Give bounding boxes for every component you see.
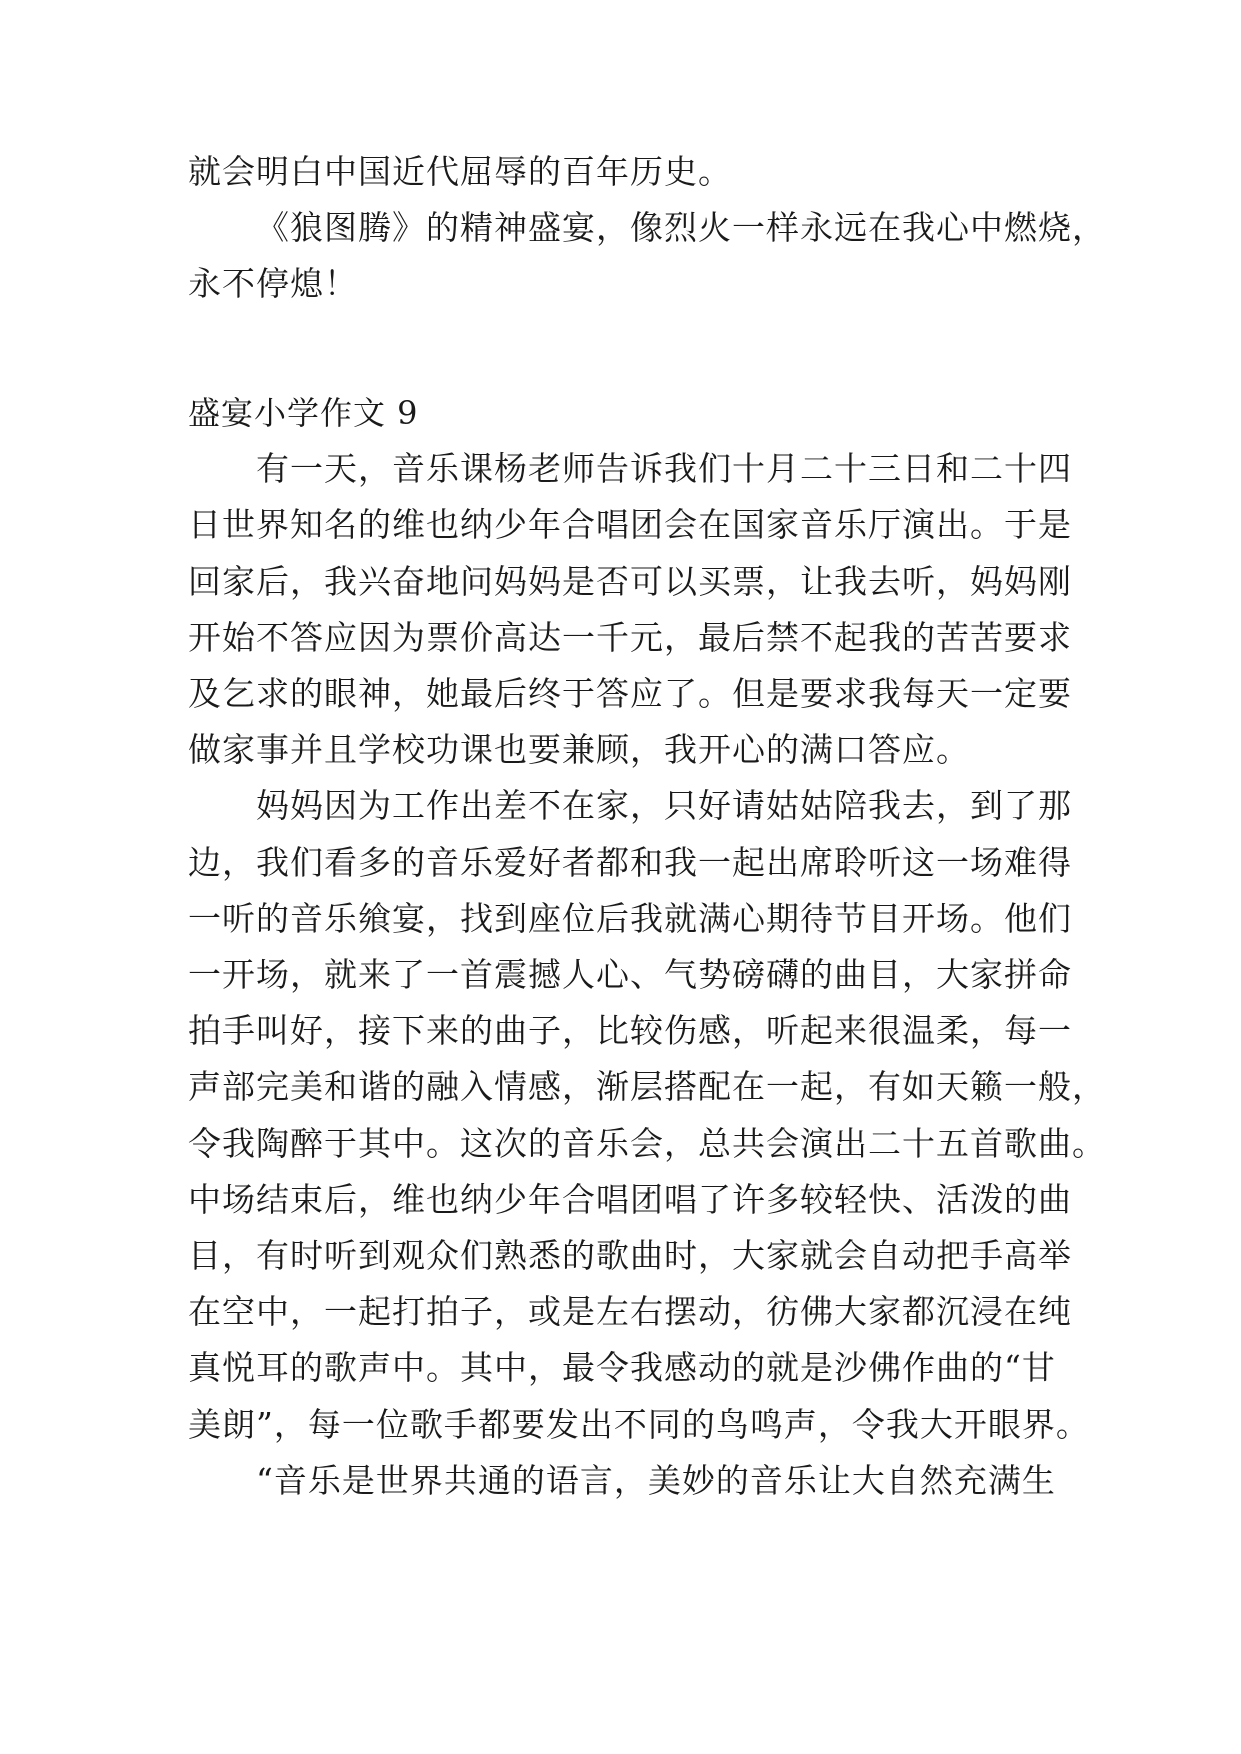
- text-line: 拍手叫好，接下来的曲子，比较伤感，听起来很温柔，每一: [188, 1011, 1072, 1050]
- text-line: 边，我们看多的音乐爱好者都和我一起出席聆听这一场难得: [188, 843, 1072, 882]
- text-line: 及乞求的眼神，她最后终于答应了。但是要求我每天一定要: [188, 674, 1072, 713]
- text-line: 真悦耳的歌声中。其中，最令我感动的就是沙佛作曲的“甘: [188, 1348, 1056, 1387]
- text-line: 美朗”，每一位歌手都要发出不同的鸟鸣声，令我大开眼界。: [188, 1405, 1090, 1444]
- text-line: 就会明白中国近代屈辱的百年历史。: [188, 152, 732, 191]
- text-line: “音乐是世界共通的语言，美妙的音乐让大自然充满生: [256, 1461, 1056, 1500]
- text-line: 回家后，我兴奋地问妈妈是否可以买票，让我去听，妈妈刚: [188, 562, 1072, 601]
- text-line: 日世界知名的维也纳少年合唱团会在国家音乐厅演出。于是: [188, 505, 1072, 544]
- section-heading: 盛宴小学作文 9: [188, 394, 419, 432]
- text-line: 目，有时听到观众们熟悉的歌曲时，大家就会自动把手高举: [188, 1236, 1072, 1275]
- text-line: 做家事并且学校功课也要兼顾，我开心的满口答应。: [188, 730, 970, 769]
- text-line: 有一天，音乐课杨老师告诉我们十月二十三日和二十四: [256, 449, 1072, 488]
- text-line: 妈妈因为工作出差不在家，只好请姑姑陪我去，到了那: [256, 786, 1072, 825]
- text-line: 一开场，就来了一首震撼人心、气势磅礴的曲目，大家拼命: [188, 955, 1072, 994]
- text-line: 《狼图腾》的精神盛宴，像烈火一样永远在我心中燃烧，: [256, 208, 1106, 247]
- text-line: 永不停熄！: [188, 264, 358, 303]
- text-line: 令我陶醉于其中。这次的音乐会，总共会演出二十五首歌曲。: [188, 1124, 1106, 1163]
- text-line: 开始不答应因为票价高达一千元，最后禁不起我的苦苦要求: [188, 618, 1072, 657]
- text-line: 一听的音乐飨宴，找到座位后我就满心期待节目开场。他们: [188, 899, 1072, 938]
- text-line: 声部完美和谐的融入情感，渐层搭配在一起，有如天籁一般，: [188, 1067, 1106, 1106]
- text-line: 在空中，一起打拍子，或是左右摆动，彷佛大家都沉浸在纯: [188, 1292, 1072, 1331]
- text-line: 中场结束后，维也纳少年合唱团唱了许多较轻快、活泼的曲: [188, 1180, 1072, 1219]
